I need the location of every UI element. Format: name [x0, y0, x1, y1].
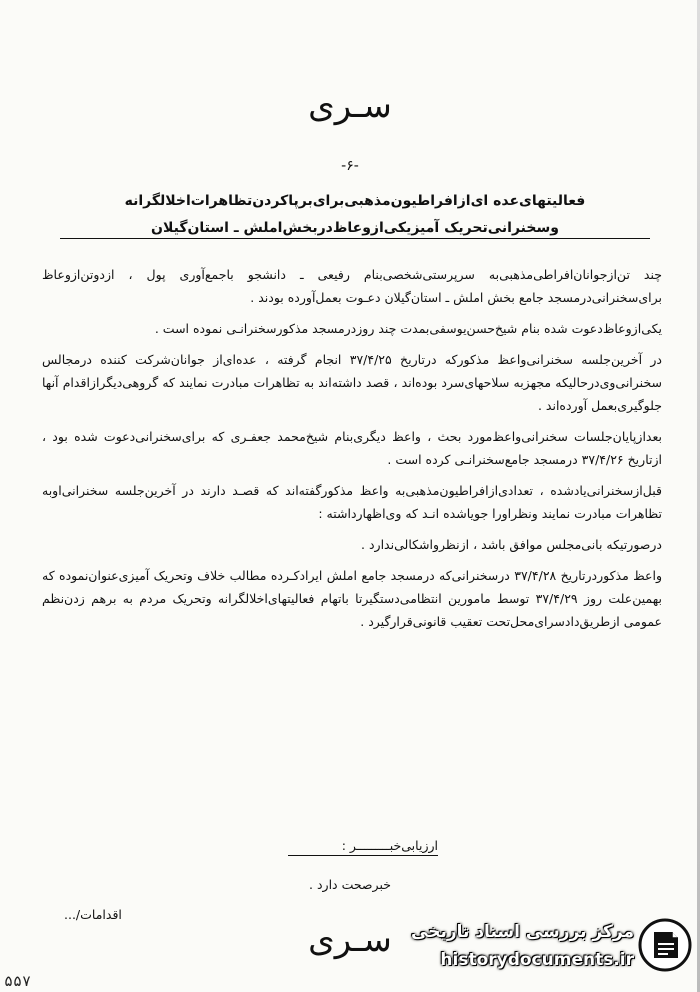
document-number: -۶- [341, 158, 359, 174]
evaluation-label: ارزیابی‌خبـــــــــر : [288, 838, 438, 856]
paragraph-4: بعدازپایان‌جلسات سخنرانی‌واعظ‌مورد بحث ، واعظ دیگری‌بنام شیخ‌محمد جعفـری که برای‌سخنرانی‌دعوت شده بود ، ازتاریخ ۳۷/۴/۲۶ درمسجد جامع‌سخنرانـی کرده است . [42, 429, 662, 467]
page-number: ۵۵۷ [4, 972, 32, 990]
paragraph-7: واعظ مذکوردرتاریخ ۳۷/۴/۲۸ درسخنرانی‌که درمسجد جامع املش ایرادکـرده مطالب خلاف وتحریک آمیزی‌عنوان‌نموده که بهمین‌علت روز ۳۷/۴/۲۹ توسط مامورین انتظامی‌دستگیرتا باتهام فعالیتهای‌اخلالگرانه وتحریک مردم به برهم زدن‌نظم عمومی ازطریق‌دادسرای‌محل‌تحت تعقیب قانونی‌قرارگیرد . [42, 568, 663, 629]
document-title-line-1: فعالیتهای‌عده ای‌ازافراطیون‌مذهبی‌برای‌برپاکردن‌تظاهرات‌اخلالگرانه [124, 193, 586, 209]
paragraph-1: چند تن‌ازجوانان‌افراطی‌مذهبی‌به سرپرستی‌شخصی‌بنام رفیعی ـ دانشجو باجمع‌آوری پول ، ازدوتن‌ازوعاظ برای‌سخنرانی‌در‌مسجد جامع بخش املش ـ استان‌گیلان دعـوت بعمل‌آورده بودند . [42, 267, 662, 305]
paragraph-3: در آخرین‌جلسه سخنرانی‌واعظ مذکورکه درتاریخ ۳۷/۴/۲۵ انجام گرفته ، عده‌ای‌از جوانان‌شرکت کننده درمجالس سخنرانی‌وی‌درحالیکه مجهزبه سلاحهای‌سرد بوده‌اند ، قصد داشته‌اند به تظاهرات مبادرت نمایند که گروهی‌دیگرازاقدام آنها جلوگیری‌بعمل آورده‌اند . [42, 352, 662, 413]
paragraph-6: درصورتیکه بانی‌مجلس موافق باشد ، ازنظرواشکالی‌ندارد . [361, 537, 662, 552]
watermark-text-en: historydocuments.ir [440, 950, 634, 970]
document-center-logo-icon [638, 918, 692, 972]
closing-note: خبرصحت دارد . [309, 877, 391, 892]
paragraph-2: یکی‌ازوعاظ‌دعوت شده بنام شیخ‌حسن‌یوسفی‌بمدت چند روزدرمسجد مذکورسخنرانـی نموده است . [154, 321, 662, 336]
paragraph-5: قبل‌ازسخنرانی‌یادشده ، تعدادی‌ازافراطیون‌مذهبی‌به واعظ مذکورگفته‌اند که قصـد دارند در آخرین‌جلسه سخنرانی‌اوبه تظاهرات مبادرت نمایند ونظراورا جویاشده انـد که وی‌اظهارداشته : [42, 483, 662, 521]
watermark [411, 916, 692, 978]
document-title-line-2: وسخنرانی‌تحریک آمیزیکی‌ازوعاظ‌در‌بخش‌املش ـ استان‌گیلان [60, 220, 650, 239]
classification-bottom: سـری [308, 920, 392, 960]
document-body [42, 263, 662, 641]
watermark-text-fa: مرکز بررسی اسناد تاریخی [411, 922, 634, 942]
classification-top: سـری [308, 86, 392, 126]
actions-label: اقدامات/... [64, 907, 122, 922]
